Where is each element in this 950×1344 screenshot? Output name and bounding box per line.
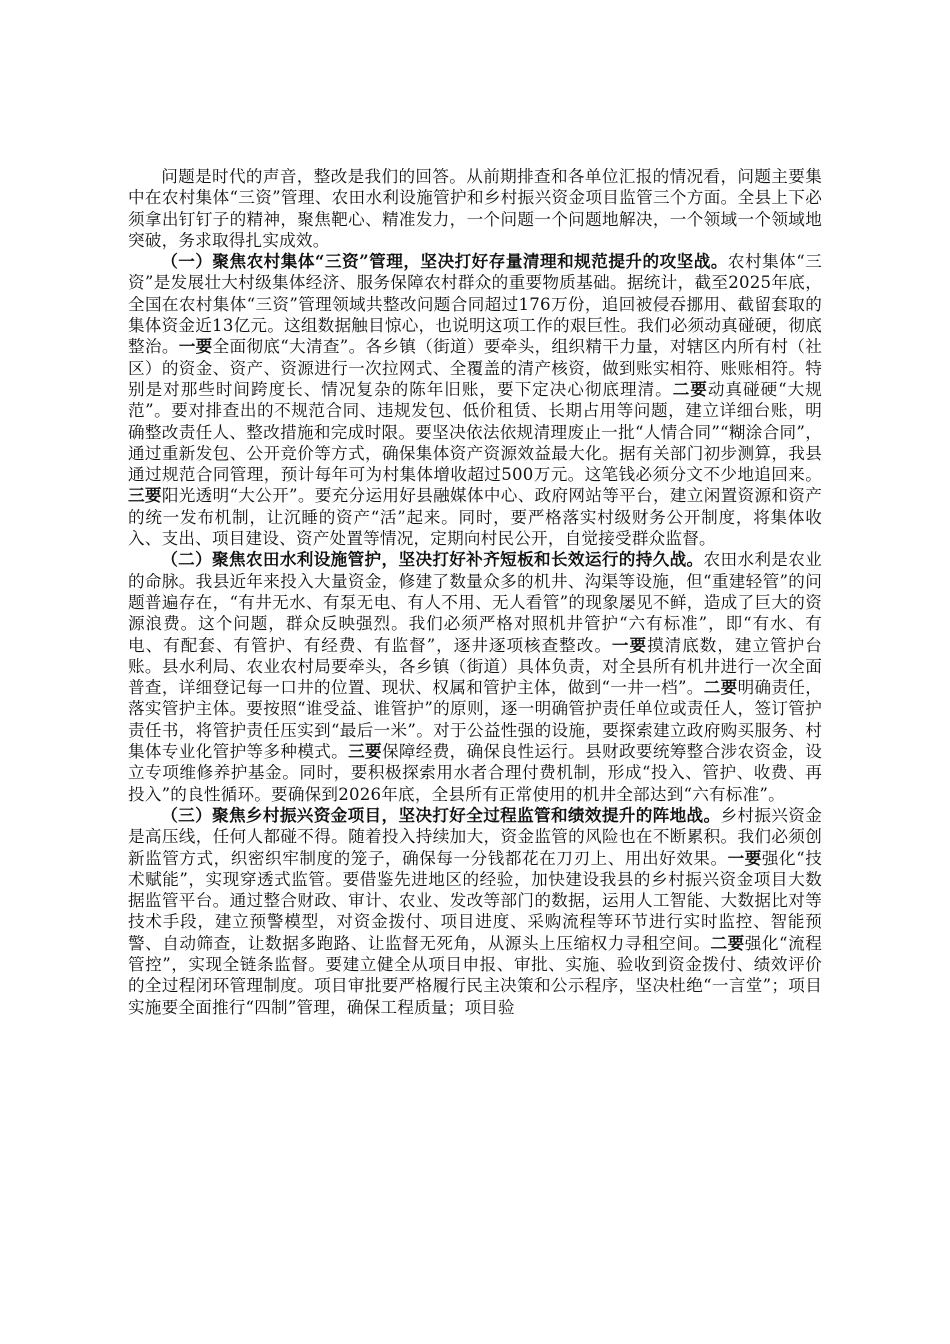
section-1-text-2: 动真碰硬“大规范”。要对排查出的不规范合同、违规发包、低价租赁、长期占用等问题，建立详细台账，明确整改责任人、整改措施和完成时限。要坚决依法依规清理废止一批“人情合同”“糊涂合同”，通过重新发包、公开竞价等方式，确保集体资产资源效益最大化。据有关部门初步测算，我县通过规范合同管理，预计每年可为村集体增收超过500万元。这笔钱必须分文不少地追回来。: [128, 379, 823, 485]
section-2-text-1: 摸清底数，建立管护台账。县水利局、农业农村局要牵头，各乡镇（街道）具体负责，对全县所有机井进行一次全面普查，详细登记每一口井的位置、现状、权属和管护主体，做到“一井一档”。: [128, 635, 823, 698]
section-3-text: 乡村振兴资金是高压线，任何人都碰不得。随着投入持续加大，资金监管的风险也在不断累积。我们必须创新监管方式，织密织牢制度的笼子，确保每一分钱都花在刀刃上、用出好效果。: [128, 805, 822, 868]
section-3-marker-1: 一要: [727, 847, 762, 868]
section-1-paragraph: [128, 251, 822, 549]
document-page: [128, 166, 822, 1018]
section-3-heading: （三）聚焦乡村振兴资金项目，坚决打好全过程监管和绩效提升的阵地战。: [161, 804, 721, 825]
section-1-marker-3: 三要: [128, 485, 162, 506]
intro-paragraph: 问题是时代的声音，整改是我们的回答。从前期排查和各单位汇报的情况看，问题主要集中在农村集体“三资”管理、农田水利设施管护和乡村振兴资金项目监管三个方面。全县上下必须拿出钉钉子的精神，聚焦靶心、精准发力，一个问题一个问题地解决，一个领域一个领域地突破，务求取得扎实成效。: [128, 167, 822, 250]
section-1-heading: （一）聚焦农村集体“三资”管理，坚决打好存量清理和规范提升的攻坚战。: [161, 251, 728, 272]
section-2-paragraph: [128, 549, 822, 805]
section-2-text-2: 明确责任，落实管护主体。要按照“谁受益、谁管护”的原则，逐一明确管护责任单位或责任人，签订管护责任书，将管护责任压实到“最后一米”。对于公益性强的设施，要探索建立政府购买服务、村集体专业化管护等多种模式。: [128, 678, 823, 762]
section-3-paragraph: [128, 805, 822, 1018]
section-3-text-2: 强化“流程管控”，实现全链条监督。要建立健全从项目申报、审批、实施、验收到资金拨付、绩效评价的全过程闭环管理制度。项目审批要严格履行民主决策和公示程序，坚决杜绝“一言堂”；项目实施要全面推行“四制”管理，确保工程质量；项目验: [128, 933, 822, 1017]
section-1-text: 农村集体“三资”是发展壮大村级集体经济、服务保障农村群众的重要物质基础。据统计，截至2025年底，全国在农村集体“三资”管理领域共整改问题合同超过176万份，追回被侵吞挪用、截留套取的集体资金近13亿元。这组数据触目惊心，也说明这项工作的艰巨性。我们必须动真碰硬，彻底整治。: [128, 252, 823, 357]
section-3-text-1: 强化“技术赋能”，实现穿透式监管。要借鉴先进地区的经验，加快建设我县的乡村振兴资金项目大数据监管平台。通过整合财政、审计、农业、发改等部门的数据，运用人工智能、大数据比对等技术手段，建立预警模型，对资金拨付、项目进度、采购流程等环节进行实时监控、智能预警、自动筛查，让数据多跑路、让监督无死角，从源头上压缩权力寻租空间。: [128, 848, 822, 953]
section-2-heading: （二）聚焦农田水利设施管护，坚决打好补齐短板和长效运行的持久战。: [161, 549, 704, 570]
section-1-marker-2: 二要: [672, 378, 708, 399]
section-1-marker-1: 一要: [178, 336, 213, 357]
section-2-marker-1: 一要: [611, 634, 648, 655]
section-2-marker-3: 三要: [348, 741, 382, 762]
section-1-text-3: 阳光透明“大公开”。要充分运用好县融媒体中心、政府网站等平台，建立闲置资源和资产的统一发布机制，让沉睡的资产“活”起来。同时，要严格落实村级财务公开制度，将集体收入、支出、项目建设、资产处置等情况，定期向村民公开，自觉接受群众监督。: [128, 486, 822, 549]
section-3-marker-2: 二要: [710, 932, 745, 953]
section-2-text: 农田水利是农业的命脉。我县近年来投入大量资金，修建了数量众多的机井、沟渠等设施，但“重建轻管”的问题普遍存在，“有井无水、有泵无电、有人不用、无人看管”的现象屡见不鲜，造成了巨大的资源浪费。这个问题，群众反映强烈。我们必须严格对照机井管护“六有标准”，即“有水、有电、有配套、有管护、有经费、有监督”，逐井逐项核查整改。: [128, 550, 822, 655]
section-2-marker-2: 二要: [703, 677, 738, 698]
section-1-text-1: 全面彻底“大清查”。各乡镇（街道）要牵头，组织精干力量，对辖区内所有村（社区）的资金、资产、资源进行一次拉网式、全覆盖的清产核资，做到账实相符、账账相符。特别是对那些时间跨度长、情况复杂的陈年旧账，要下定决心彻底理清。: [128, 337, 822, 399]
section-2-text-3: 保障经费，确保良性运行。县财政要统筹整合涉农资金，设立专项维修养护基金。同时，要积极探索用水者合理付费机制，形成“投入、管护、收费、再投入”的良性循环。要确保到2026年底，全县所有正常使用的机井全部达到“六有标准”。: [128, 742, 822, 804]
